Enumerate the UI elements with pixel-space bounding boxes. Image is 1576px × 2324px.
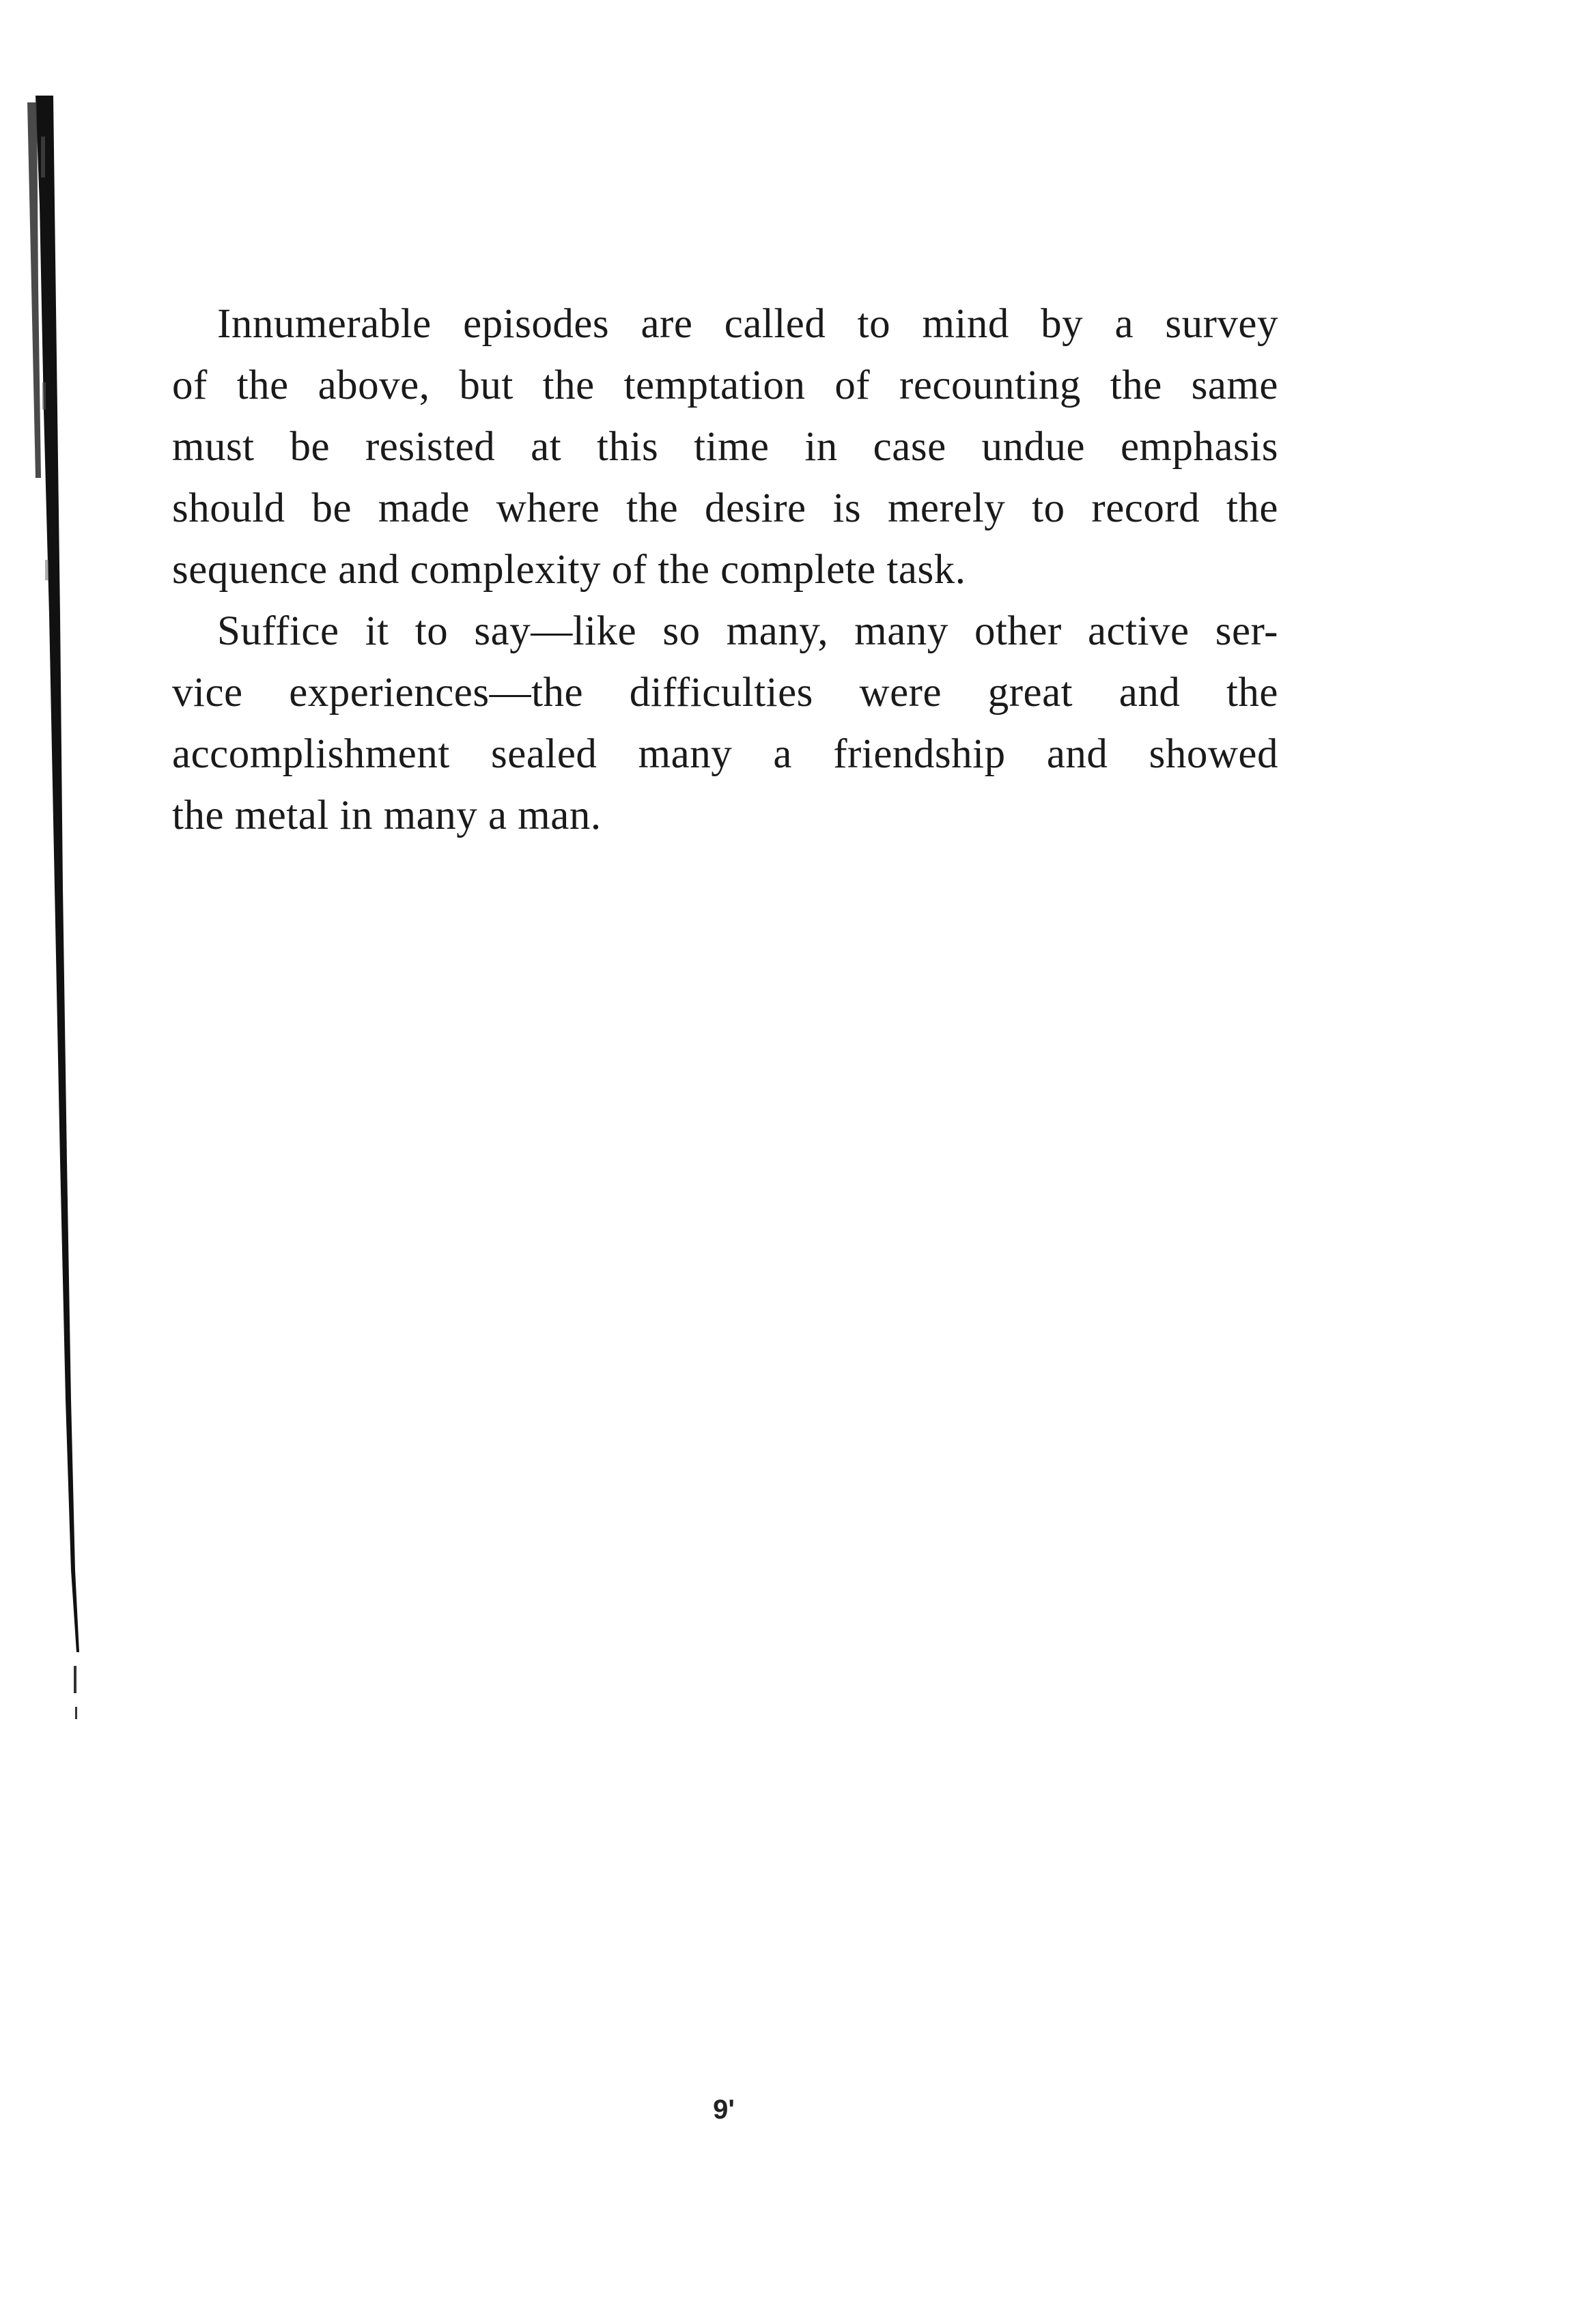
page-number: 9' xyxy=(713,2095,735,2125)
text-line: must be resisted at this time in case undue emphasis xyxy=(172,424,1278,470)
text-line: Suffice it to say—like so many, many other active ser- xyxy=(217,608,1278,654)
paragraph-1 xyxy=(172,294,1278,601)
text-line: of the above, but the temptation of recounting the same xyxy=(172,363,1278,408)
text-line: Innumerable episodes are called to mind by a survey xyxy=(217,301,1278,347)
text-line: vice experiences—the difficulties were great and the xyxy=(172,670,1278,715)
text-line: the metal in many a man. xyxy=(172,793,602,838)
scanned-binding-edge xyxy=(0,0,137,2324)
text-line: sequence and complexity of the complete task. xyxy=(172,547,966,593)
paragraph-2 xyxy=(172,601,1278,847)
text-line: accomplishment sealed many a friendship and showed xyxy=(172,731,1278,777)
text-line: should be made where the desire is merely to record the xyxy=(172,485,1278,531)
body-text xyxy=(172,294,1278,847)
